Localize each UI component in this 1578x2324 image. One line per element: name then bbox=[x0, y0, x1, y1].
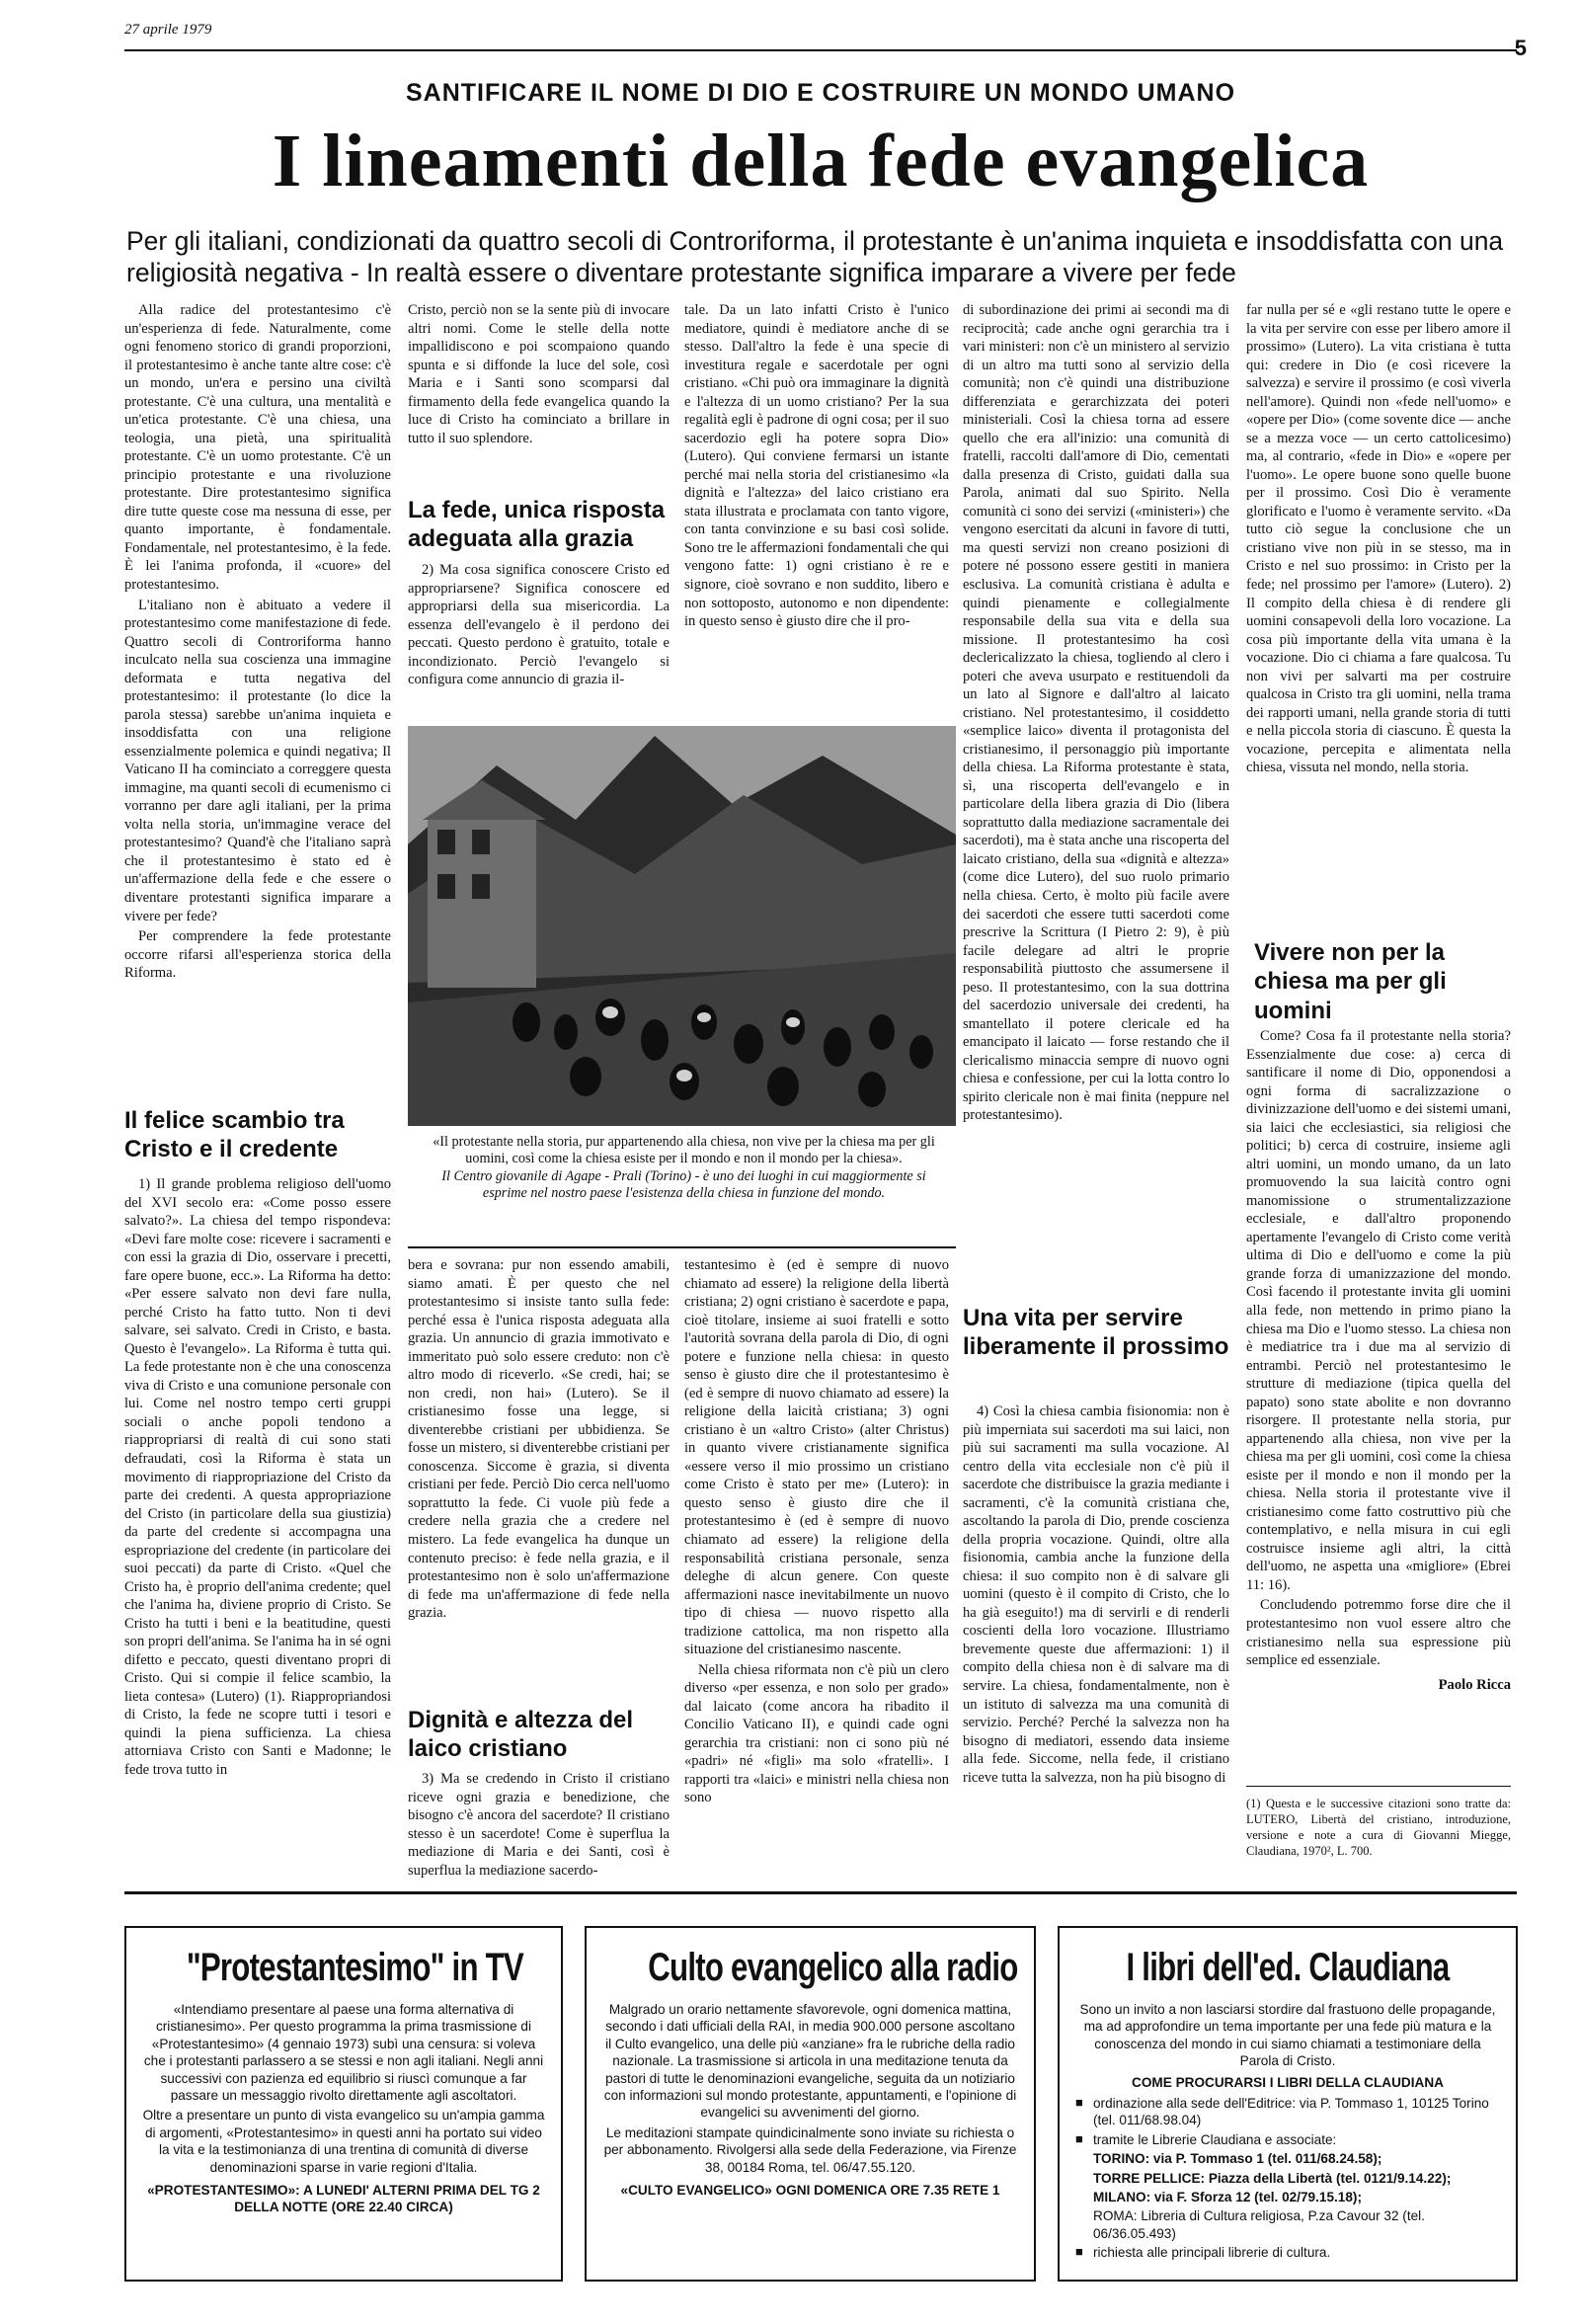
page-number: 5 bbox=[1514, 36, 1527, 60]
paragraph: Come? Cosa fa il protestante nella storia? Essenzialmente due cose: a) cerca di santificare il nome di Dio, opponendosi a ogni forma di sacralizzazione o divinizzazione dell'uomo e dei sistemi umani, sia laici che ecclesiastici, sia religiosi che politici; b) cerca di costruire, insieme agli altri uomini, un mondo umano, da un lato promuovendo la sua laicità contro ogni manomissione o strumentalizzazione ecclesiale, e dall'altro proponendo apertamente l'evangelo di Cristo come verità ultima di Dio e dell'uomo e come la più grande forza di umanizzazione del mondo. Così facendo il protestante invita gli uomini alla fede, non mettendo in primo piano la chiesa ma Dio e l'uomo stesso. La chiesa non è mediatrice tra i due ma al servizio di entrambi. Perciò nel protestantesimo le strutture di mediazione (tipica quella del papato) sono state abolite e non dovranno risorgere. Il protestante nella storia, pur appartenendo alla chiesa, non vive per la chiesa ma per gli uomini, così come la chiesa esiste per il mondo e non il mondo per la chiesa. Nella storia il protestante vive il cristianesimo come fatto costruttivo più che contemplativo, e nella misura in cui egli costruisce insieme agli altri, la città dell'uomo, ne aspetta una «migliore» (Ebrei 11: 16). bbox=[1246, 1028, 1511, 1593]
article-col-2-top bbox=[408, 301, 670, 446]
article-col-5-bottom bbox=[1246, 1027, 1511, 1778]
box-subtitle: COME PROCURARSI I LIBRI DELLA CLAUDIANA bbox=[1132, 2074, 1444, 2090]
article-col-4-bottom bbox=[963, 1402, 1229, 1879]
paragraph: Concludendo potremmo forse dire che il protestantesimo non vuol essere altro che cristianesimo nella sua espressione più semplice ed essenziale. bbox=[1246, 1597, 1511, 1669]
section-heading-1 bbox=[124, 1106, 391, 1164]
paragraph: Per comprendere la fede protestante occorre rifarsi all'esperienza storica della Riforma. bbox=[124, 928, 391, 982]
paragraph: Cristo, perciò non se la sente più di invocare altri nomi. Come le stelle della notte impallidiscono e poi scompaiono quando spunta e si diffonde la luce del sole, così Maria e i Santi sono scomparsi dal firmamento della fede evangelica quando la luce di Cristo ha cominciato a brillare in tutto il suo splendore. bbox=[408, 302, 670, 446]
caption-credit: Il Centro giovanile di Agape - Prali (Torino) - è uno dei luoghi in cui maggiormente si esprime nel nostro paese l'esistenza della chiesa in funzione del mondo. bbox=[441, 1167, 926, 1201]
list-item: TORINO: via P. Tommaso 1 (tel. 011/68.24.58); bbox=[1093, 2151, 1382, 2167]
article-col-1-top bbox=[124, 301, 391, 1082]
box-paragraph: «Intendiamo presentare al paese una forma alternativa di cristianesimo». Per questo programma la prima trasmissione di «Protestantesimo» (4 gennaio 1973) subì una censura: si voleva che i protestanti parlassero a se stessi e non agli italiani. Negli anni successivi con pazienza ed equilibrio si riuscì comunque a far passare un messaggio rivolto direttamente agli ascoltatori. bbox=[143, 2002, 544, 2103]
issue-date: 27 aprile 1979 bbox=[124, 22, 212, 38]
paragraph: testantesimo è (ed è sempre di nuovo chiamato ad essere) la religione della libertà cristiana; 2) ogni cristiano è sacerdote e papa, cioè titolare, insieme ai suoi fratelli e sotto l'autorità sovrana della parola di Dio, di ogni potere e funzione nella chiesa: in questo senso è giusto dire che il protestantesimo è (ed è sempre di nuovo chiamato ad essere) la religione della laicità cristiana; 3) ogni cristiano è un «altro Cristo» (alter Christus) in quanto vivere cristianamente significa «essere verso il mio prossimo un cristiano come Cristo è stato per me» (Lutero): in questo senso è giusto dire che il protestantesimo è (ed è sempre di nuovo chiamato ad essere) la religione della responsabilità cristiana personale, senza deleghe di alcun genere. Con queste affermazioni nasce inevitabilmente un nuovo tipo di chiesa — nuovo rispetto alla tradizione cattolica, ma non rispetto alla situazione del cristianesimo nascente. bbox=[684, 1257, 949, 1658]
square-bullet-icon: ■ bbox=[1075, 2130, 1083, 2146]
paragraph: Nella chiesa riformata non c'è più un clero diverso «per essenza, e non solo per grado» dal laicato (come ancora ha ribadito il Concilio Vaticano II), e quindi cade ogni gerarchia tra cristiani: non ci sono più né «padri» né «figli» ma solo «fratelli». I rapporti tra «laici» e ministri nella chiesa non sono bbox=[684, 1661, 949, 1806]
box-paragraph: Malgrado un orario nettamente sfavorevole, ogni domenica mattina, secondo i dati ufficiali della RAI, in media 900.000 persone ascoltano il Culto evangelico, una delle più «anziane» fra le rubriche della radio nazionale. La trasmissione si articola in una meditazione tenuta da pastori di tutte le denominazioni evangeliche, seguita da un notiziario con informazioni sul mondo protestante, appuntamenti, e l'opinione di evangelici su avvenimenti del giorno. bbox=[603, 2002, 1017, 2121]
list-item: MILANO: via F. Sforza 12 (tel. 02/79.15.18); bbox=[1093, 2189, 1362, 2204]
paragraph: 2) Ma cosa significa conoscere Cristo ed appropriarsene? Significa conoscere ed appropriarsi della sua misericordia. La essenza dell'evangelo è il perdono dei peccati. Questo perdono è gratuito, totale e incondizionato. Perciò l'evangelo si configura come annuncio di grazia il- bbox=[408, 562, 670, 688]
photo-agape-centre bbox=[408, 726, 956, 1126]
square-bullet-icon: ■ bbox=[1075, 2244, 1083, 2260]
paragraph: Alla radice del protestantesimo c'è un'esperienza di fede. Naturalmente, come ogni fenomeno storico di grandi proporzioni, il protestantesimo è anche tante altre cose: c'è un mondo, un'era e persino una civiltà protestante. C'è una cultura, una mentalità e un'etica protestante. C'è una chiesa, una teologia, una pietà, una spiritualità protestante. C'è un uomo protestante. C'è un principio protestante e una rivoluzione protestante. Dire protestantesimo significa dire tutte queste cose ma nessuna di esse, per quanto importante, è fondamentale. Fondamentale, nel protestantesimo, è la fede. È lei l'anima profonda, il «cuore» del protestantesimo. bbox=[124, 302, 391, 593]
paragraph: 1) Il grande problema religioso dell'uomo del XVI secolo era: «Come posso essere salvato?». La chiesa del tempo rispondeva: «Devi fare molte cose: ricevere i sacramenti e con essi la grazia di Dio, osservare i precetti, fare opere buone, ecc.». La Riforma ha detto: «Per essere salvato non devi fare nulla, perché Cristo ha fatto tutto. Non ti devi salvare, sei salvato. Credi in Cristo, e basta. Questo è l'evangelo». La Riforma è tutta qui. La fede protestante non è che una conoscenza viva di Cristo e una comunione personale con lui. Come nel nostro tempo certi gruppi sociali o anche popoli tendono a riappropriarsi di realtà di cui sono stati defraudati, così la Riforma è stata un movimento di riappropriazione del Cristo da parte dei credenti. A questa appropriazione del Cristo (in particolare della sua giustizia) da parte del credente si accompagna una espropriazione del credente (in particolare dei suoi peccati) da parte di Cristo. «Quel che Cristo ha, è proprio dell'anima credente; quel che l'anima ha, diviene proprio di Cristo. Se Cristo ha tutti i beni e la beatitudine, questi son propri dell'anima. Se l'anima ha in sé ogni difetto e peccato, questi diventano propri di Cristo. Qui si compie il felice scambio, la lieta contesa» (Lutero) (1). Riappropriandosi di Cristo, la fede ne scopre tutti i tesori e quindi la piena sufficienza. La chiesa attorniava Cristo con Santi e Madonne; le fede trova tutto in bbox=[124, 1176, 391, 1778]
box-footer: «CULTO EVANGELICO» OGNI DOMENICA ORE 7.35 RETE 1 bbox=[620, 2182, 1000, 2198]
list-item: ■ tramite le Librerie Claudiana e associate: bbox=[1075, 2130, 1337, 2147]
paragraph: di subordinazione dei primi ai secondi ma di reciprocità; cade anche ogni gerarchia tra i vari ministeri: non c'è un ministero al servizio di un altro ma tutti sono al servizio della comunità; non c'è quindi una distribuzione differenziata e gerarchizzata dei poteri ministeriali. Così la chiesa torna ad essere quello che era all'inizio: una comunità di fratelli, raccolti dall'amore di Dio, cementati dalla presenza di Cristo, guidati dalla sua Parola, animati dal suo Spirito. Nella comunità ci sono dei servizi («ministeri») che vengono esercitati da alcuni in favore di tutti, ma questi servizi non creano posizioni di potere né possono essere gestiti in maniera esclusiva. La comunità cristiana è adulta e quindi pienamente e collegialmente responsabile della sua vita e della sua missione. Il protestantesimo ha così declericalizzato la chiesa, togliendo al clero i poteri che aveva usurpato e restituendoli da un lato al Signore e dall'altro al laicato cristiano. Nel protestantesimo, il cosiddetto «semplice laico» diventa il protagonista del cristianesimo, il personaggio più importante della chiesa. La Riforma protestante è stata, sì, una riscoperta dell'evangelo e in particolare della libera grazia di Dio (libera soprattutto dalla mediazione sacramentale dei sacerdoti), ma è stata anche una riscoperta del laicato cristiano, della sua «dignità e altezza» (come dice Lutero), del suo ruolo primario nella chiesa. Certo, è molto più facile avere dei sacerdoti che essere tutti sacerdoti come prescrive la Scrittura (I Pietro 2: 9), è più facile delegare ad altri le proprie responsabilità piuttosto che assumersene il peso. Il protestantesimo, con la sua dottrina del sacerdozio universale dei credenti, ha smantellato il potere clericale ed ha emancipato il laicato — forse restando che il clericalismo minaccia sempre di nuovo ogni chiesa e confessione, per cui la lotta contro lo spirito clericale non è mai finita (neppure nel protestantesimo). bbox=[963, 302, 1229, 1124]
section-heading-5 bbox=[1254, 938, 1511, 1025]
list-item: TORRE PELLICE: Piazza della Libertà (tel. 0121/9.14.22); bbox=[1093, 2170, 1452, 2186]
paragraph: bera e sovrana: pur non essendo amabili, siamo amati. È per questo che nel protestantesimo si insiste tanto sulla fede: perché essa è l'unica risposta adeguata alla grazia. Un annuncio di grazia immotivato e immeritato può solo essere creduto: non c'è altro modo di riceverlo. «Se credi, hai; se non credi, non hai» (Lutero). Se il cristianesimo fosse una legge, si diventerebbe cristiani per ubbidienza. Se fosse un mistero, si diventerebbe cristiani per conoscenza. Siccome è grazia, si diventa cristiani per fede. Perciò Dio cerca nell'uomo soprattutto la fede. Ci vuole più fede a credere nella grazia che a credere nel mistero. La fede evangelica ha dunque un contenuto preciso: è fede nella grazia, e il protestantesimo non è solo un'affermazione di fede ma un'affermazione di fede nella grazia. bbox=[408, 1257, 670, 1622]
box-paragraph: Le meditazioni stampate quindicinalmente sono inviate su richiesta o per abbonamento. Rivolgersi alla sede della Federazione, via Firenze 38, 00184 Roma, tel. 06/47.55.120. bbox=[603, 2124, 1017, 2175]
article-col-2-bottom bbox=[408, 1256, 670, 1701]
article-col-3-bottom bbox=[684, 1256, 949, 1879]
section-title: Vivere non per la chiesa ma per gli uomini bbox=[1254, 939, 1447, 1024]
box-title: I libri dell'ed. Claudiana bbox=[1126, 1946, 1450, 1989]
box-paragraph: Oltre a presentare un punto di vista evangelico su un'ampia gamma di argomenti, «Protestantesimo» in questi anni ha portato sui video la vita e la testimonianza di una trentina di comunità di diverse denominazioni sparse in varie regioni d'Italia. bbox=[142, 2108, 545, 2175]
paragraph: far nulla per sé e «gli restano tutte le opere e la vita per servire con esse per libero amore il prossimo» (Lutero). La vita cristiana è tutta qui: credere in Dio (e così ricevere la salvezza) e servire il prossimo (e così viverla nell'amore). Quindi non «fede nell'uomo» e «opere per Dio» (come sovente dice — anche se a mezza voce — un certo cattolicesimo) ma, al contrario, «fede in Dio» e «opere per l'uomo». Le opere buone sono quelle buone per il prossimo. Così Dio è veramente glorificato e l'uomo è veramente servito. «Da tutto ciò segue la conclusione che un cristiano vive non più in se stesso, ma in Cristo e nel suo prossimo: in Cristo per la fede; nel prossimo per l'amore» (Lutero). 2) Il compito della chiesa è di rendere gli uomini consapevoli della loro vocazione. La cosa più importante della vita umana è la vocazione. Dio ci chiama a fare qualcosa. Tu non vivi per salvarti ma per costruire qualcosa in Cristo tra gli uomini, nella trama dei rapporti umani, nella grande storia di tutti e nella piccola storia di ciascuno. È questa la vocazione, percepita e alimentata nella chiesa, vissuta nel mondo, nella storia. bbox=[1246, 302, 1511, 776]
article-col-2-end bbox=[408, 1770, 670, 1879]
paragraph: tale. Da un lato infatti Cristo è l'unico mediatore, quindi è mediatore anche di se stesso. Dall'altro la fede è una specie di investitura regale e sacerdotale per ogni cristiano. «Chi può ora immaginare la dignità e l'altezza di un uomo cristiano? Per la sua regalità egli è padrone di ogni cosa; per il suo sacerdozio egli ha potere sopra Dio» (Lutero). Qui conviene fermarsi un istante perché mai nella storia del cristianesimo «la dignità e l'altezza» del laico cristiano era stata illustrata e proclamata con tanto vigore, con tanta convinzione e su basi così solide. Sono tre le affermazioni fondamentali che qui vengono fatte: 1) ogni cristiano è re e signore, cioè sovrano e non suddito, libero e non sottoposto, autonomo e non dipendente: in questo senso è giusto dire che il pro- bbox=[684, 302, 949, 630]
list-item: ■ richiesta alle principali librerie di cultura. bbox=[1075, 2244, 1331, 2261]
caption-rule bbox=[408, 1246, 956, 1248]
author-signature: Paolo Ricca bbox=[1438, 1676, 1511, 1693]
section-heading-4 bbox=[963, 1304, 1229, 1362]
footnote: (1) Questa e le successive citazioni sono tratte da: LUTERO, Libertà del cristiano, introduzione, versione e note a cura di Giovanni Miegge, Claudiana, 1970², L. 700. bbox=[1246, 1797, 1511, 1858]
section-heading-3 bbox=[408, 1706, 670, 1764]
box-footer: «PROTESTANTESIMO»: A LUNEDI' ALTERNI PRIMA DEL TG 2 DELLA NOTTE (ORE 22.40 CIRCA) bbox=[147, 2182, 540, 2215]
box-culto-radio bbox=[585, 1926, 1036, 2282]
article-col-3-top bbox=[684, 301, 949, 721]
box-paragraph: Sono un invito a non lasciarsi stordire dal frastuono delle propagande, ma ad approfondire un tema importante per una fede più matura e la conoscenza del mondo in cui siamo chiamati a testimoniare della Parola di Cristo. bbox=[1079, 2002, 1496, 2069]
section-title: Una vita per servire liberamente il prossimo bbox=[963, 1305, 1229, 1361]
section-title: La fede, unica risposta adeguata alla grazia bbox=[408, 497, 666, 553]
footnote-rule bbox=[1246, 1786, 1511, 1787]
subheadline: Per gli italiani, condizionati da quattro secoli di Controriforma, il protestante è un'anima inquieta e insoddisfatta con una religiosità negativa - In realtà essere o diventare protestante significa imparare a vivere per fede bbox=[126, 226, 1504, 288]
square-bullet-icon: ■ bbox=[1075, 2094, 1083, 2110]
article-col-2-mid bbox=[408, 561, 670, 719]
section-heading-2 bbox=[408, 496, 670, 554]
headline: I lineamenti della fede evangelica bbox=[272, 120, 1370, 202]
article-col-5-top bbox=[1246, 301, 1511, 914]
paragraph: L'italiano non è abituato a vedere il protestantesimo come manifestazione di fede. Quattro secoli di Controriforma hanno inculcato nella sua coscienza una immagine deformata e tutta negativa del protestantesimo: il protestante (lo dice la parola stessa) sarebbe un'anima inquieta e insoddisfatta con una religione essenzialmente polemica e quindi negativa; Il Vaticano II ha cominciato a correggere questa immagine, ma quanti secoli di ecumenismo ci vorranno per dare agli italiani, per la prima volta nella storia, un'immagine verace del protestantesimo? Quand'è che l'italiano saprà che il protestantesimo è stato ed è un'affermazione della fede e che essere o diventare protestanti significa imparare a vivere per fede? bbox=[124, 597, 391, 924]
box-title: "Protestantesimo" in TV bbox=[186, 1946, 523, 1989]
kicker: SANTIFICARE IL NOME DI DIO E COSTRUIRE UN MONDO UMANO bbox=[405, 79, 1236, 107]
box-libri-claudiana bbox=[1058, 1926, 1518, 2282]
top-rule bbox=[124, 49, 1517, 51]
photo-caption bbox=[425, 1134, 943, 1202]
section-title: Dignità e altezza del laico cristiano bbox=[408, 1707, 634, 1763]
list-item: ■ ordinazione alla sede dell'Editrice: via P. Tommaso 1, 10125 Torino (tel. 011/68.98.04) bbox=[1075, 2094, 1489, 2128]
box-protestantesimo-tv bbox=[124, 1926, 563, 2282]
article-col-1-bottom bbox=[124, 1175, 391, 1877]
section-divider bbox=[124, 1891, 1517, 1894]
article-col-4-top bbox=[963, 301, 1229, 1299]
caption-quote: «Il protestante nella storia, pur appartenendo alla chiesa, non vive per la chiesa ma per gli uomini, così come la chiesa esiste per il mondo e non il mondo per la chiesa». bbox=[433, 1134, 935, 1167]
list-item: ROMA: Libreria di Cultura religiosa, P.za Cavour 32 (tel. 06/36.05.493) bbox=[1093, 2208, 1425, 2241]
box-title: Culto evangelico alla radio bbox=[648, 1946, 1018, 1989]
paragraph: 4) Così la chiesa cambia fisionomia: non è più imperniata sui sacerdoti ma sui laici, non più sui sacramenti ma sulla vocazione. Al centro della vita ecclesiale non c'è più il sacerdote che distribuisce la grazia mediante i sacramenti, c'è la comunità cristiana che, ascoltando la parola di Dio, prende coscienza della propria vocazione. Quindi, oltre alla fisionomia, cambia anche la funzione della chiesa: il suo compito non è di salvare gli uomini (questo è il compito di Cristo, che lo ha già eseguito!) ma di servirli e di renderli coscienti della loro vocazione. Illustriamo brevemente queste due affermazioni: 1) il compito della chiesa non è di salvare ma di servire. La chiesa, fondamentalmente, non è un istituto di salvezza ma una comunità di servizio. Perché? Perché la salvezza non ha bisogno di mediatori, essendo data insieme alla fede. Siccome, nella fede, il cristiano riceve tutta la salvezza, non ha più bisogno di bbox=[963, 1403, 1229, 1786]
order-list bbox=[1075, 2095, 1500, 2262]
section-title: Il felice scambio tra Cristo e il credente bbox=[124, 1107, 345, 1163]
paragraph: 3) Ma se credendo in Cristo il cristiano riceve ogni grazia e benedizione, che bisogno c'è ancora del sacerdote? Il cristiano stesso è un sacerdote! Come è superflua la mediazione di Maria e dei Santi, così è superflua la mediazione sacerdo- bbox=[408, 1771, 670, 1879]
